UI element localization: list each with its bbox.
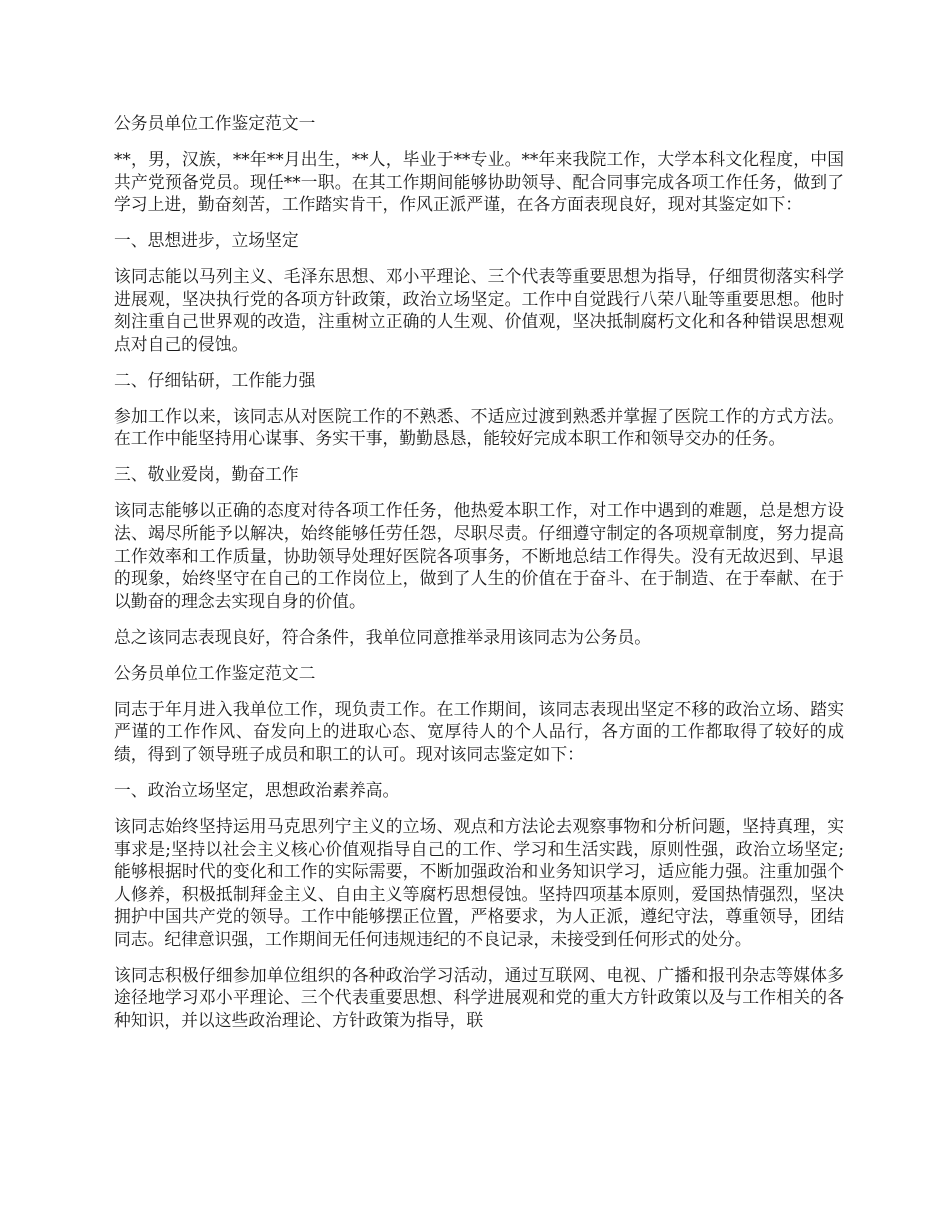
section-title-2: 公务员单位工作鉴定范文二 xyxy=(114,662,316,683)
paragraph-2-1: 该同志始终坚持运用马克思列宁主义的立场、观点和方法论去观察事物和分析问题，坚持真理，实事求是;坚持以社会主义核心价值观指导自己的工作、学习和生活实践，原则性强，政治立场坚定;能够根据时代的变化和工作的实际需要，不断加强政治和业务知识学习，适应能力强。注重加强个人修养，积极抵制拜金主义、自由主义等腐朽思想侵蚀。坚持四项基本原则，爱国热情强烈，坚决拥护中国共产党的领导。工作中能够摆正位置，严格要求，为人正派，遵纪守法，尊重领导，团结同志。纪律意识强，工作期间无任何违规违纪的不良记录，未接受到任何形式的处分。 xyxy=(114,815,844,949)
paragraph-1-2: 参加工作以来，该同志从对医院工作的不熟悉、不适应过渡到熟悉并掌握了医院工作的方式方法。在工作中能坚持用心谋事、务实干事，勤勤恳恳，能较好完成本职工作和领导交办的任务。 xyxy=(114,405,844,449)
section-title-1: 公务员单位工作鉴定范文一 xyxy=(114,113,316,133)
paragraph-intro-1: **，男，汉族，**年**月出生，**人，毕业于**专业。**年来我院工作，大学本科文化程度，中国共产党预备党员。现任**一职。在其工作期间能够协助领导、配合同事完成各项工作任务，做到了学习上进，勤奋刻苦，工作踏实肯干，作风正派严谨，在各方面表现良好，现对其鉴定如下： xyxy=(114,148,844,215)
subheading-2-1: 一、政治立场坚定，思想政治素养高。 xyxy=(114,779,400,800)
paragraph-2-2: 该同志积极仔细参加单位组织的各种政治学习活动，通过互联网、电视、广播和报刊杂志等媒体多途径地学习邓小平理论、三个代表重要思想、科学进展观和党的重大方针政策以及与工作相关的各种知识，并以这些政治理论、方针政策为指导，联 xyxy=(114,964,844,1031)
subheading-1-2: 二、仔细钻研，工作能力强 xyxy=(114,369,316,390)
subheading-1-3: 三、敬业爱岗，勤奋工作 xyxy=(114,464,299,485)
paragraph-1-1: 该同志能以马列主义、毛泽东思想、邓小平理论、三个代表等重要思想为指导，仔细贯彻落实科学进展观，坚决执行党的各项方针政策，政治立场坚定。工作中自觉践行八荣八耻等重要思想。他时刻注重自己世界观的改造，注重树立正确的人生观、价值观，坚决抵制腐朽文化和各种错误思想观点对自己的侵蚀。 xyxy=(114,266,844,354)
paragraph-conclusion-1: 总之该同志表现良好，符合条件，我单位同意推举录用该同志为公务员。 xyxy=(114,626,652,647)
document-page xyxy=(114,112,844,1045)
paragraph-intro-2: 同志于年月进入我单位工作，现负责工作。在工作期间，该同志表现出坚定不移的政治立场、踏实严谨的工作作风、奋发向上的进取心态、宽厚待人的个人品行，各方面的工作都取得了较好的成绩，得到了领导班子成员和职工的认可。现对该同志鉴定如下： xyxy=(114,698,844,764)
paragraph-1-3: 该同志能够以正确的态度对待各项工作任务，他热爱本职工作，对工作中遇到的难题，总是想方设法、竭尽所能予以解决，始终能够任劳任怨，尽职尽责。仔细遵守制定的各项规章制度，努力提高工作效率和工作质量，协助领导处理好医院各项事务，不断地总结工作得失。没有无故迟到、早退的现象，始终坚守在自己的工作岗位上，做到了人生的价值在于奋斗、在于制造、在于奉献、在于以勤奋的理念去实现自身的价值。 xyxy=(114,500,844,611)
subheading-1-1: 一、思想进步，立场坚定 xyxy=(114,230,299,251)
